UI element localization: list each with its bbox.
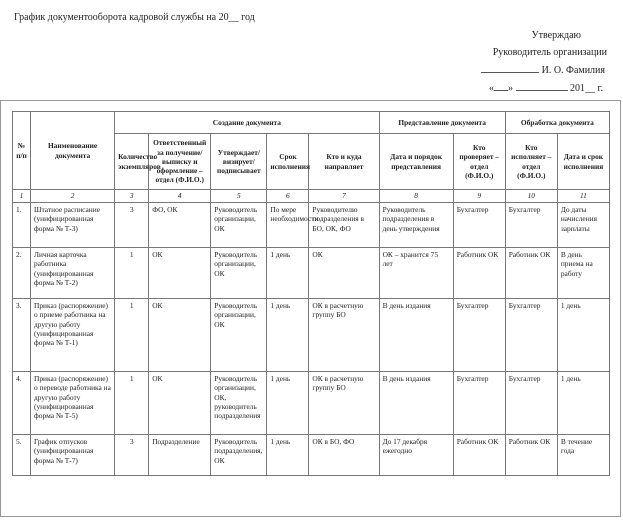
cell-approves: Руководитель организации, ОК [211,299,267,372]
approval-year: 201__ г. [570,83,603,94]
cell-approves: Руководитель организации, ОК [211,203,267,248]
page-title: График документооборота кадровой службы на 20__ год [14,12,255,23]
cell-term: 1 день [267,435,309,476]
cell-date-order: В день издания [379,299,453,372]
cell-date-order: До 17 декабря ежегодно [379,435,453,476]
cell-name: График отпусков (унифицированная форма № Т-7) [31,435,115,476]
cell-num: 4. [13,372,31,435]
cell-responsible: ОК [149,248,211,299]
cell-num: 2. [13,248,31,299]
cell-qty: 1 [115,248,149,299]
column-number: 8 [379,190,453,203]
cell-who-where: ОК в расчетную группу БО [309,299,379,372]
signature-line [481,64,539,73]
cell-num: 3. [13,299,31,372]
cell-qty: 1 [115,372,149,435]
column-number: 2 [31,190,115,203]
cell-qty: 3 [115,203,149,248]
cell-date-term: До даты начисления зарплаты [557,203,609,248]
header-date-order: Дата и порядок представления [379,134,453,190]
approval-heading: Утверждаю [531,30,581,41]
cell-responsible: ОК [149,299,211,372]
cell-num: 5. [13,435,31,476]
cell-term: По мере необходимости [267,203,309,248]
cell-executes: Бухгалтер [505,299,557,372]
header-group-process: Обработка документа [505,112,609,134]
cell-executes: Бухгалтер [505,203,557,248]
cell-approves: Руководитель подразделения, ОК [211,435,267,476]
cell-responsible: ФО, ОК [149,203,211,248]
header-approves: Утверждает/визирует/подписывает [211,134,267,190]
column-number: 9 [453,190,505,203]
cell-qty: 3 [115,435,149,476]
cell-date-term: 1 день [557,372,609,435]
day-blank [494,82,508,91]
cell-name: Приказ (распоряжение) о переводе работника на другую работу (унифицированная форма № Т-5) [31,372,115,435]
cell-term: 1 день [267,299,309,372]
cell-date-order: Руководитель подразделения в день утверждения [379,203,453,248]
cell-executes: Бухгалтер [505,372,557,435]
approval-signature [481,64,605,76]
table-row [13,299,610,372]
header-group-create: Создание документа [115,112,379,134]
header-name: Наименование документа [31,112,115,190]
cell-checks: Бухгалтер [453,299,505,372]
cell-date-order: В день издания [379,372,453,435]
table-row [13,435,610,476]
cell-name: Штатное расписание (унифицированная форма № Т-3) [31,203,115,248]
cell-term: 1 день [267,248,309,299]
header-group-present: Представление документа [379,112,505,134]
cell-checks: Работник ОК [453,435,505,476]
approval-position: Руководитель организации [492,47,607,58]
column-number: 6 [267,190,309,203]
header-date-term: Дата и срок исполнения [557,134,609,190]
quote-close: » [508,83,514,94]
header-num: № п/п [13,112,31,190]
month-blank [516,82,568,91]
table-row [13,248,610,299]
header-qty: Количество экземпляров [115,134,149,190]
quote-open: « [489,83,495,94]
cell-responsible: ОК [149,372,211,435]
cell-checks: Работник ОК [453,248,505,299]
column-number: 3 [115,190,149,203]
column-number: 1 [13,190,31,203]
cell-who-where: ОК в БО, ФО [309,435,379,476]
cell-term: 1 день [267,372,309,435]
cell-checks: Бухгалтер [453,372,505,435]
cell-executes: Работник ОК [505,248,557,299]
header-term: Срок исполнения [267,134,309,190]
cell-approves: Руководитель организации, ОК [211,248,267,299]
column-number: 11 [557,190,609,203]
cell-name: Приказ (распоряжение) о приеме работника на другую работу (унифицированная форма № Т-1) [31,299,115,372]
column-number-row [13,190,610,203]
header-who-where: Кто и куда направляет [309,134,379,190]
cell-checks: Бухгалтер [453,203,505,248]
column-number: 7 [309,190,379,203]
cell-num: 1. [13,203,31,248]
cell-executes: Работник ОК [505,435,557,476]
column-number: 10 [505,190,557,203]
approval-date [489,82,603,94]
cell-date-term: В течение года [557,435,609,476]
cell-who-where: ОК [309,248,379,299]
cell-qty: 1 [115,299,149,372]
approval-name: И. О. Фамилия [541,65,605,76]
cell-who-where: ОК в расчетную группу БО [309,372,379,435]
cell-date-term: В день приема на работу [557,248,609,299]
table-row [13,372,610,435]
column-number: 5 [211,190,267,203]
document-flow-table [12,111,610,476]
cell-approves: Руководитель организации, ОК, руководитель подразделения [211,372,267,435]
cell-responsible: Подразделение [149,435,211,476]
header-executes: Кто исполняет – отдел (Ф.И.О.) [505,134,557,190]
table-row [13,203,610,248]
header-responsible: Ответственный за получение/выписку и оформление – отдел (Ф.И.О.) [149,134,211,190]
cell-name: Личная карточка работника (унифицированная форма № Т-2) [31,248,115,299]
cell-who-where: Руководителю подразделения в БО, ОК, ФО [309,203,379,248]
cell-date-term: 1 день [557,299,609,372]
cell-date-order: ОК – хранится 75 лет [379,248,453,299]
column-number: 4 [149,190,211,203]
header-checks: Кто проверяет – отдел (Ф.И.О.) [453,134,505,190]
